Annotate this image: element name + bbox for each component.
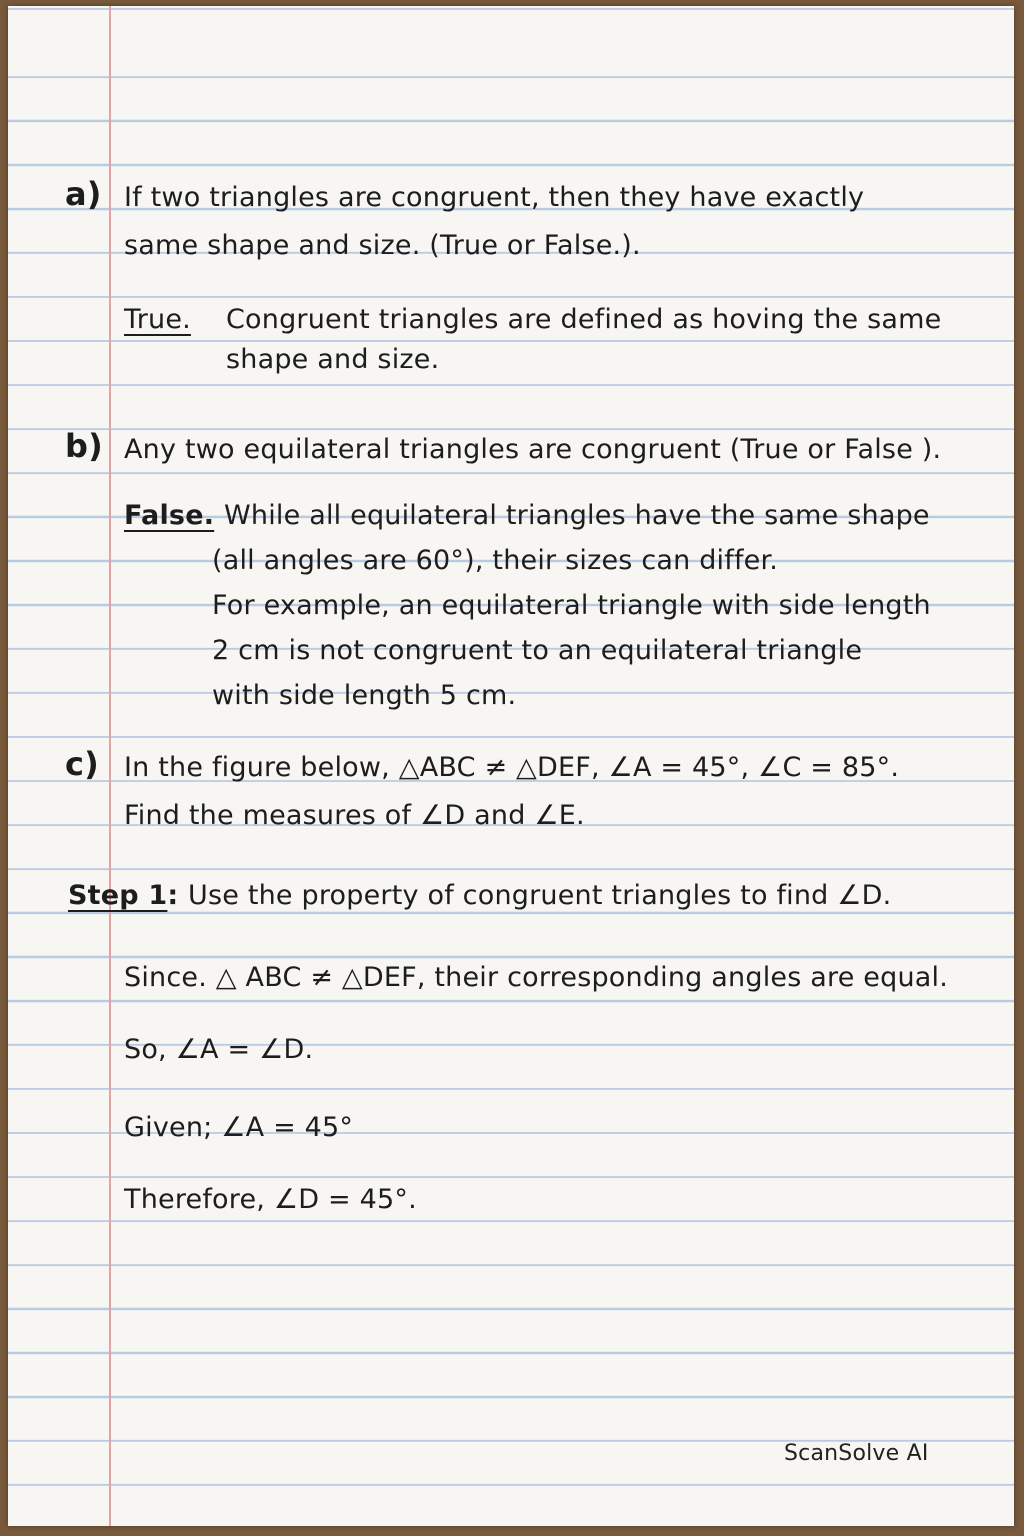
part-b-explanation-line-3: For example, an equilateral triangle with side length <box>212 590 931 621</box>
margin-line <box>109 6 111 1526</box>
part-b-explanation-line-5: with side length 5 cm. <box>212 680 517 711</box>
step-1-label: Step 1 <box>68 880 168 911</box>
step-1-line-1: Since. △ ABC ≠ △DEF, their corresponding angles are equal. <box>124 962 948 993</box>
part-b-explanation-line-4: 2 cm is not congruent to an equilateral triangle <box>212 635 863 666</box>
signature: ScanSolve AI <box>784 1441 929 1466</box>
part-c-question-line-2: Find the measures of ∠D and ∠E. <box>124 800 585 831</box>
step-1-line-3: Given; ∠A = 45° <box>124 1112 354 1143</box>
part-a-label: a) <box>65 175 102 213</box>
part-c-question-line-1: In the figure below, △ABC ≠ △DEF, ∠A = 45°, ∠C = 85°. <box>124 752 900 783</box>
part-a-answer: True. <box>124 304 191 335</box>
part-b-label: b) <box>65 427 103 465</box>
part-a-question-line-1: If two triangles are congruent, then they have exactly <box>124 182 865 213</box>
step-1-heading <box>68 872 178 920</box>
part-a-question-line-2: same shape and size. (True or False.). <box>124 230 641 261</box>
step-1-instruction: Use the property of congruent triangles to find ∠D. <box>188 880 892 911</box>
step-1-colon: : <box>167 880 179 911</box>
part-b-question: Any two equilateral triangles are congruent (True or False ). <box>124 434 942 465</box>
part-a-explanation-line-2: shape and size. <box>226 344 440 375</box>
step-1-line-4: Therefore, ∠D = 45°. <box>124 1184 417 1215</box>
part-c-label: c) <box>65 745 99 783</box>
part-a-explanation-line-1: Congruent triangles are defined as hoving the same <box>226 304 942 335</box>
notebook-page <box>8 6 1014 1526</box>
step-1-line-2: So, ∠A = ∠D. <box>124 1034 314 1065</box>
part-b-explanation-line-1: While all equilateral triangles have the same shape <box>224 500 930 531</box>
part-b-explanation-line-2: (all angles are 60°), their sizes can differ. <box>212 545 779 576</box>
part-b-answer: False. <box>124 500 215 531</box>
